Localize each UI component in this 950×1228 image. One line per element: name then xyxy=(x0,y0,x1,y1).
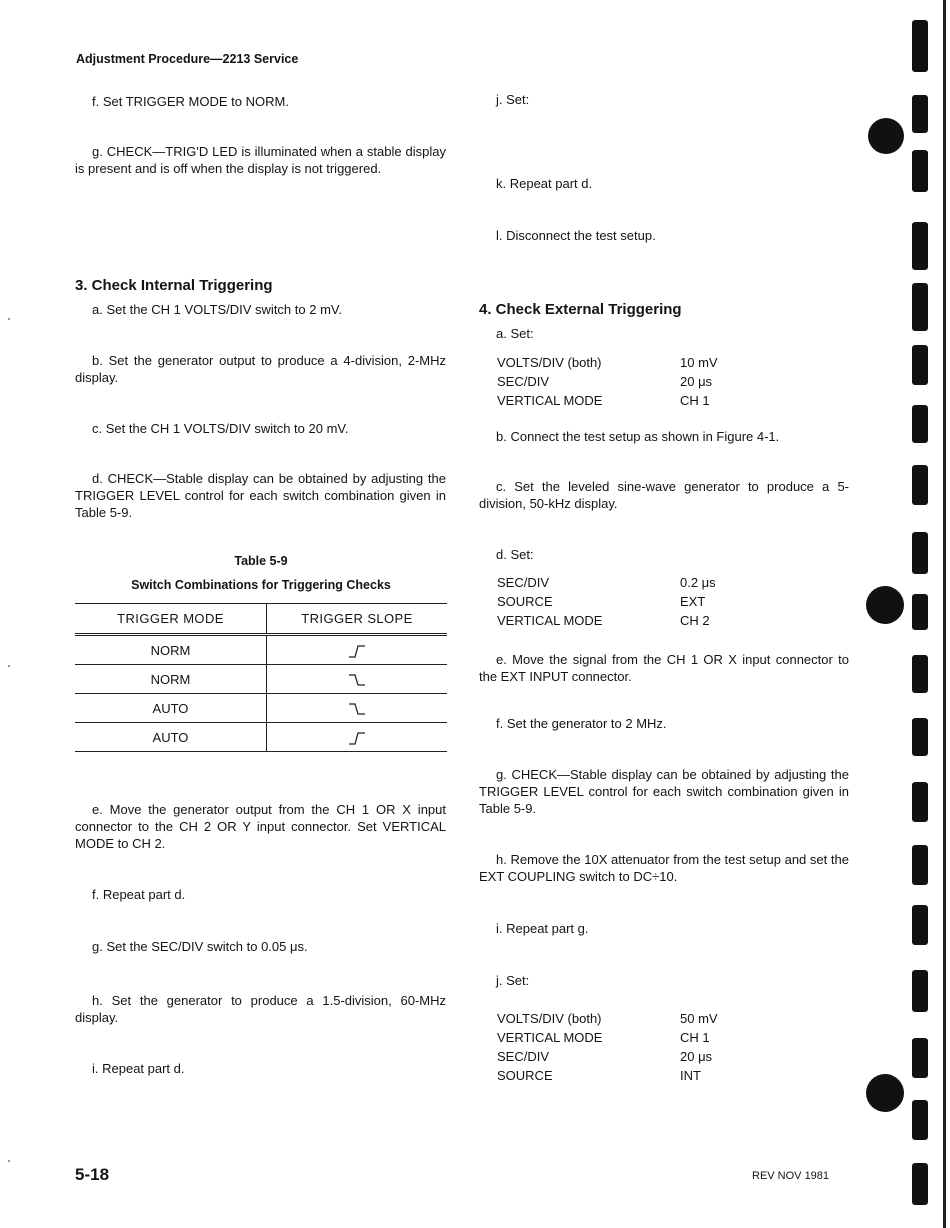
table-row xyxy=(75,723,447,752)
step-3a: a. Set the CH 1 VOLTS/DIV switch to 2 mV. xyxy=(92,302,342,317)
setting-value: 20 μs xyxy=(680,374,713,389)
setting-value: CH 1 xyxy=(680,1030,710,1045)
step-3e: e. Move the generator output from the CH 1 OR X input connector to the CH 2 OR Y input connector. Set VERTICAL MODE to CH 2. xyxy=(75,802,446,851)
setting-value: 20 μs xyxy=(680,1049,713,1064)
page-number: 5-18 xyxy=(75,1165,110,1184)
step-4d: d. Set: xyxy=(496,547,534,562)
margin-change-bar xyxy=(912,150,928,192)
step-3i: i. Repeat part d. xyxy=(92,1061,185,1076)
trigger-slope-cell xyxy=(267,723,448,752)
trigger-slope-cell xyxy=(267,694,448,723)
step-3j: j. Set: xyxy=(496,92,530,107)
trigger-slope-cell xyxy=(267,665,448,694)
scan-speck xyxy=(8,665,10,667)
margin-change-bar xyxy=(912,845,928,885)
page-edge-rule xyxy=(943,0,946,1228)
setting-value: INT xyxy=(680,1068,701,1083)
rising-slope-icon xyxy=(347,643,367,659)
scan-speck xyxy=(8,318,10,320)
trigger-mode-cell: NORM xyxy=(75,635,267,665)
switch-combinations-table xyxy=(75,603,447,752)
setting-value: 50 mV xyxy=(680,1011,718,1026)
setting-label: SEC/DIV xyxy=(497,575,550,590)
margin-change-bar xyxy=(912,465,928,505)
margin-change-bar xyxy=(912,655,928,693)
setting-label: VERTICAL MODE xyxy=(497,1030,603,1045)
setting-label: SOURCE xyxy=(497,594,553,609)
binder-hole xyxy=(868,118,904,154)
revision-date: REV NOV 1981 xyxy=(752,1170,830,1182)
step-4h: h. Remove the 10X attenuator from the test setup and set the EXT COUPLING switch to DC÷10. xyxy=(479,852,849,884)
step-g-check-trigd-led: g. CHECK—TRIG'D LED is illuminated when a stable display is present and is off when the display is not triggered. xyxy=(75,144,446,176)
setting-label: VOLTS/DIV (both) xyxy=(497,355,602,370)
setting-label: VERTICAL MODE xyxy=(497,393,603,408)
step-f-set-trigger-mode: f. Set TRIGGER MODE to NORM. xyxy=(92,94,289,109)
step-3l: l. Disconnect the test setup. xyxy=(496,228,656,243)
table-row xyxy=(75,635,447,665)
step-3f: f. Repeat part d. xyxy=(92,887,186,902)
margin-change-bar xyxy=(912,905,928,945)
step-4c: c. Set the leveled sine-wave generator to produce a 5-division, 50-kHz display. xyxy=(479,479,849,511)
step-3g: g. Set the SEC/DIV switch to 0.05 μs. xyxy=(92,939,308,954)
margin-change-bar xyxy=(912,345,928,385)
step-4i: i. Repeat part g. xyxy=(496,921,589,936)
setting-value: CH 2 xyxy=(680,613,710,628)
binder-hole xyxy=(866,586,904,624)
falling-slope-icon xyxy=(347,672,367,688)
table-number: Table 5-9 xyxy=(234,554,288,568)
margin-change-bar xyxy=(912,1163,928,1205)
trigger-mode-cell: AUTO xyxy=(75,723,267,752)
step-4j: j. Set: xyxy=(496,973,530,988)
step-4a: a. Set: xyxy=(496,326,534,341)
setting-label: VERTICAL MODE xyxy=(497,613,603,628)
running-header: Adjustment Procedure—2213 Service xyxy=(76,52,299,66)
col-header-trigger-mode: TRIGGER MODE xyxy=(75,604,267,635)
section-3-heading: 3. Check Internal Triggering xyxy=(75,277,273,294)
margin-change-bar xyxy=(912,594,928,630)
margin-change-bar xyxy=(912,405,928,443)
step-3k: k. Repeat part d. xyxy=(496,176,593,191)
setting-value: CH 1 xyxy=(680,393,710,408)
margin-change-bar xyxy=(912,222,928,270)
falling-slope-icon xyxy=(347,701,367,717)
margin-change-bar xyxy=(912,532,928,574)
step-3b: b. Set the generator output to produce a 4-division, 2-MHz display. xyxy=(75,353,446,385)
setting-value: EXT xyxy=(680,594,706,609)
setting-label: SOURCE xyxy=(497,1068,553,1083)
table-title: Switch Combinations for Triggering Checks xyxy=(131,578,391,592)
table-row xyxy=(75,694,447,723)
step-3c: c. Set the CH 1 VOLTS/DIV switch to 20 mV. xyxy=(92,421,349,436)
trigger-mode-cell: AUTO xyxy=(75,694,267,723)
setting-label: SEC/DIV xyxy=(497,374,550,389)
margin-change-bar xyxy=(912,1100,928,1140)
col-header-trigger-slope: TRIGGER SLOPE xyxy=(267,604,448,635)
step-4b: b. Connect the test setup as shown in Figure 4-1. xyxy=(496,429,780,444)
margin-change-bar xyxy=(912,95,928,133)
scan-speck xyxy=(8,1160,10,1162)
setting-label: VOLTS/DIV (both) xyxy=(497,1011,602,1026)
section-4-heading: 4. Check External Triggering xyxy=(479,301,682,318)
setting-value: 0.2 μs xyxy=(680,575,716,590)
margin-change-bar xyxy=(912,283,928,331)
margin-change-bar xyxy=(912,20,928,72)
setting-label: SEC/DIV xyxy=(497,1049,550,1064)
step-4g: g. CHECK—Stable display can be obtained by adjusting the TRIGGER LEVEL control for each switch combination given in Table 5-9. xyxy=(479,767,849,816)
step-4f: f. Set the generator to 2 MHz. xyxy=(496,716,667,731)
setting-value: 10 mV xyxy=(680,355,718,370)
step-3h: h. Set the generator to produce a 1.5-division, 60-MHz display. xyxy=(75,993,446,1025)
trigger-mode-cell: NORM xyxy=(75,665,267,694)
table-header-row xyxy=(75,604,447,635)
margin-change-bar xyxy=(912,1038,928,1078)
binder-hole xyxy=(866,1074,904,1112)
margin-change-bar xyxy=(912,970,928,1012)
rising-slope-icon xyxy=(347,730,367,746)
margin-change-bar xyxy=(912,718,928,756)
step-3d: d. CHECK—Stable display can be obtained by adjusting the TRIGGER LEVEL control for each switch combination given in Table 5-9. xyxy=(75,471,446,520)
table-row xyxy=(75,665,447,694)
step-4e: e. Move the signal from the CH 1 OR X input connector to the EXT INPUT connector. xyxy=(479,652,849,684)
trigger-slope-cell xyxy=(267,635,448,665)
margin-change-bar xyxy=(912,782,928,822)
